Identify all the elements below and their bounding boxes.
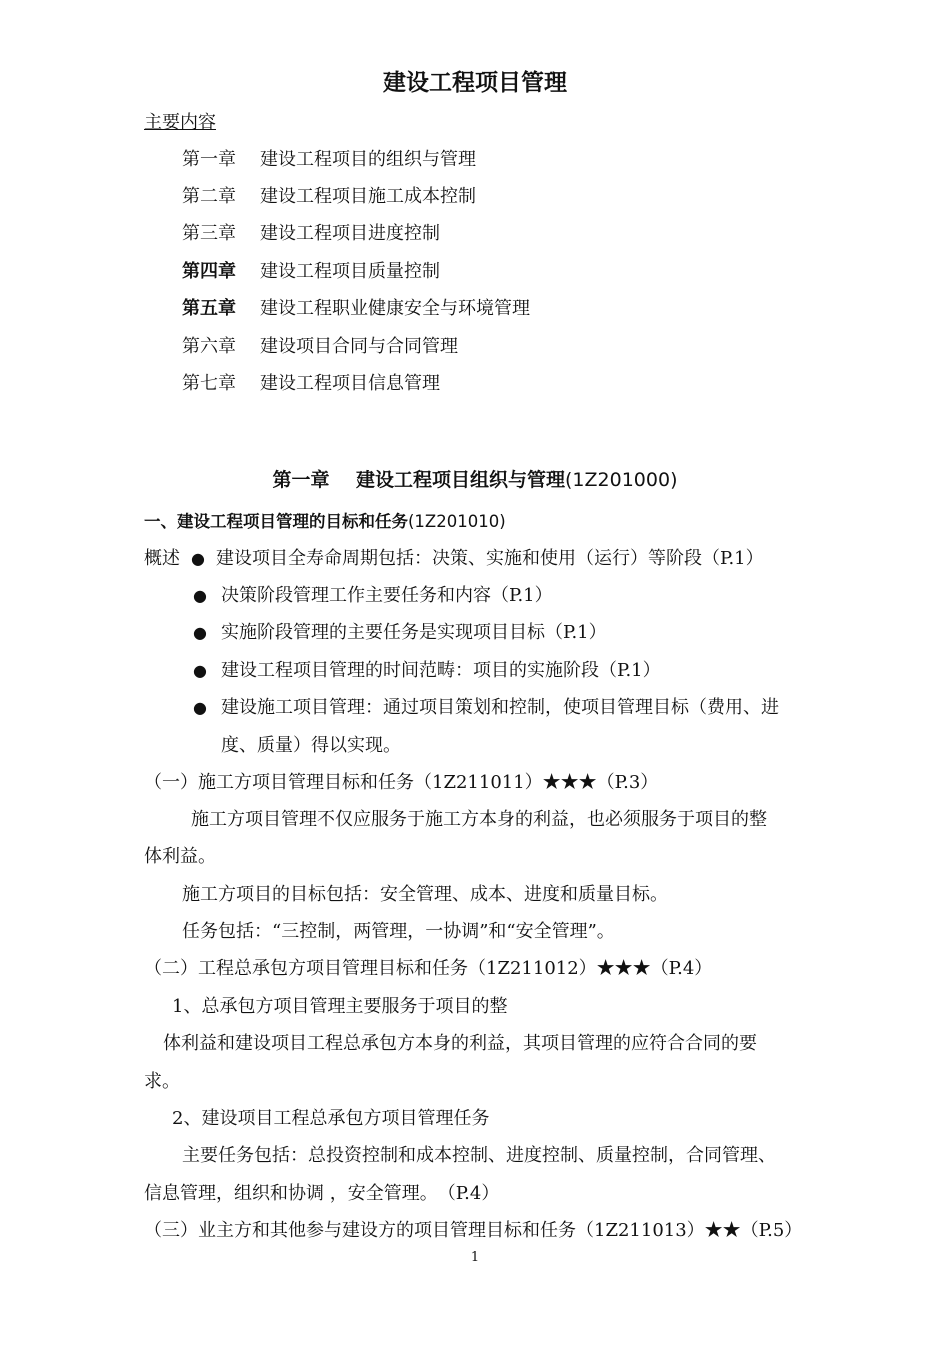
chapter-code: (1Z201000) [565, 469, 678, 491]
toc-item-title: 建设工程项目的组织与管理 [260, 149, 476, 170]
toc-item [182, 222, 440, 246]
toc-item [182, 148, 476, 172]
toc-item-title: 建设工程职业健康安全与环境管理 [260, 298, 530, 319]
bullet-icon: ● [193, 698, 207, 717]
list-item-continuation: 度、质量）得以实现。 [221, 735, 401, 756]
list-item: 决策阶段管理工作主要任务和内容（P.1） [221, 585, 553, 606]
toc-item-title: 建设工程项目进度控制 [260, 223, 440, 244]
subsection-heading: （三）业主方和其他参与建设方的项目管理目标和任务（1Z211013）★★（P.5） [144, 1220, 803, 1241]
paragraph-line: 信息管理，组织和协调 ，安全管理。 （P.4） [144, 1183, 500, 1204]
paragraph: 施工方项目的目标包括：安全管理、成本、进度和质量目标。 [182, 884, 668, 905]
list-item: 实施阶段管理的主要任务是实现项目目标（P.1） [221, 622, 607, 643]
paragraph-line: 主要任务包括：总投资控制和成本控制、进度控制、质量控制，合同管理、 [182, 1145, 776, 1166]
section-code: (1Z201010) [408, 512, 506, 531]
overview-label: 概述 [144, 548, 180, 569]
toc-item [182, 260, 440, 284]
bullet-icon: ● [191, 549, 205, 568]
paragraph-line: 体利益和建设项目工程总承包方本身的利益，其项目管理的应符合合同的要 [163, 1033, 757, 1054]
toc-item-title: 建设工程项目质量控制 [260, 261, 440, 282]
paragraph-line: 1、总承包方项目管理主要服务于项目的整 [172, 996, 508, 1017]
toc-item [182, 185, 476, 209]
bullet-icon: ● [193, 623, 207, 642]
toc-item-number: 第六章 [182, 336, 236, 357]
section-heading [144, 510, 506, 534]
toc-item-title: 建设项目合同与合同管理 [260, 336, 458, 357]
page-number: 1 [470, 1250, 480, 1265]
paragraph: 任务包括：“三控制，两管理，一协调”和“安全管理”。 [182, 921, 615, 942]
document-title: 建设工程项目管理 [383, 70, 567, 96]
paragraph-line: 求。 [144, 1071, 180, 1092]
paragraph-line: 施工方项目管理不仅应服务于施工方本身的利益，也必须服务于项目的整 [191, 809, 767, 830]
section-title: 一、建设工程项目管理的目标和任务 [144, 512, 408, 531]
toc-item [182, 335, 458, 359]
toc-item [182, 297, 530, 321]
toc-item-number: 第四章 [182, 261, 236, 282]
toc-heading: 主要内容 [144, 112, 216, 133]
toc-item-number: 第五章 [182, 298, 236, 319]
toc-item-number: 第三章 [182, 223, 236, 244]
list-item: 建设施工项目管理：通过项目策划和控制，使项目管理目标（费用、进 [221, 697, 779, 718]
paragraph: 2、建设项目工程总承包方项目管理任务 [172, 1108, 490, 1129]
subsection-heading: （二）工程总承包方项目管理目标和任务（1Z211012）★★★（P.4） [144, 958, 713, 979]
list-item: 建设项目全寿命周期包括：决策、实施和使用（运行）等阶段（P.1） [216, 548, 764, 569]
toc-item-number: 第二章 [182, 186, 236, 207]
toc-item [182, 372, 440, 396]
toc-item-title: 建设工程项目信息管理 [260, 373, 440, 394]
bullet-icon: ● [193, 586, 207, 605]
chapter-label: 第一章 [272, 469, 330, 491]
chapter-heading [0, 465, 950, 492]
paragraph-line: 体利益。 [144, 846, 216, 867]
toc-item-title: 建设工程项目施工成本控制 [260, 186, 476, 207]
chapter-title: 建设工程项目组织与管理 [356, 469, 566, 491]
subsection-heading: （一）施工方项目管理目标和任务（1Z211011）★★★（P.3） [144, 772, 659, 793]
toc-item-number: 第七章 [182, 373, 236, 394]
bullet-icon: ● [193, 661, 207, 680]
toc-item-number: 第一章 [182, 149, 236, 170]
list-item: 建设工程项目管理的时间范畴：项目的实施阶段（P.1） [221, 660, 661, 681]
